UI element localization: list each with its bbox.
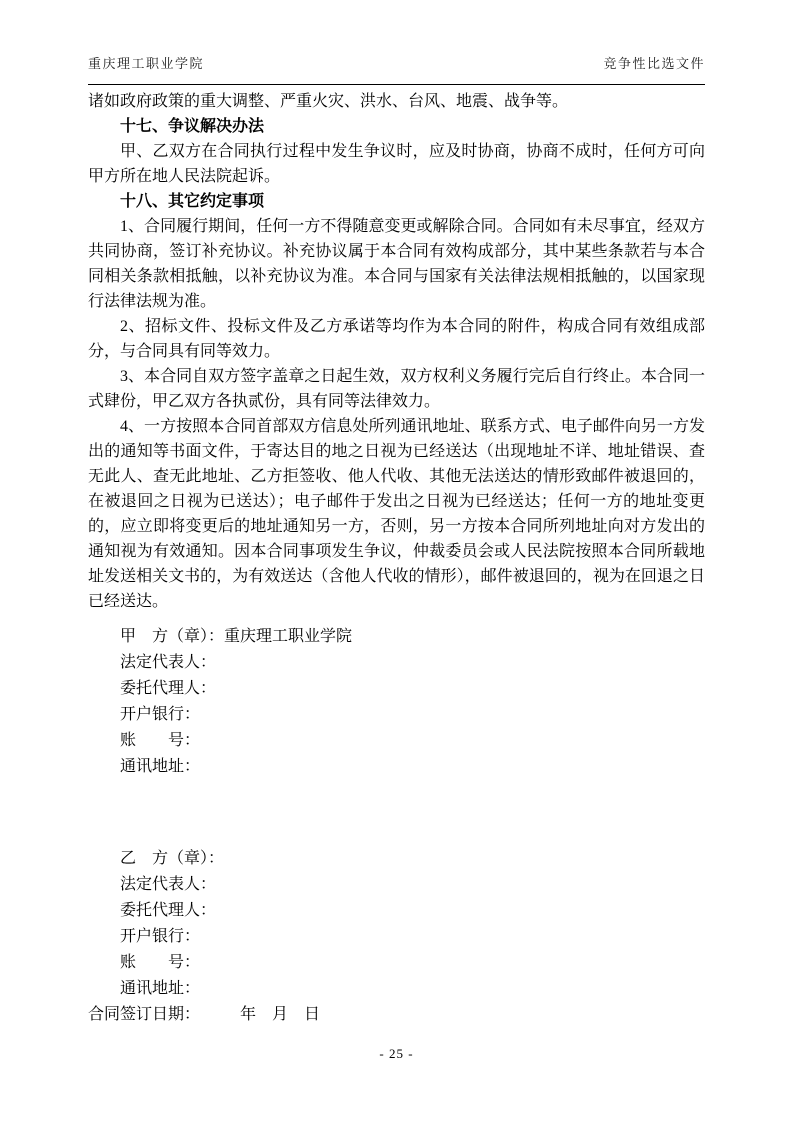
section-18-heading: 十八、其它约定事项 bbox=[120, 193, 265, 210]
party-a-legal-representative-line: 法定代表人： bbox=[120, 654, 217, 671]
contract-date-line: 合同签订日期： 年 月 日 bbox=[88, 1006, 321, 1023]
party-b-bank-line: 开户银行： bbox=[120, 928, 201, 945]
party-a-bank-line: 开户银行： bbox=[120, 706, 201, 723]
party-a-address-line: 通讯地址： bbox=[120, 758, 201, 775]
header-right-text: 竞争性比选文件 bbox=[603, 56, 705, 71]
party-b-block bbox=[120, 846, 705, 1002]
page-footer bbox=[0, 1046, 793, 1062]
party-a-block bbox=[120, 624, 705, 780]
party-a-authorized-agent-line: 委托代理人： bbox=[120, 680, 217, 697]
clause-1-paragraph: 1、合同履行期间，任何一方不得随意变更或解除合同。合同如有未尽事宜，经双方共同协商，签订补充协议。补充协议属于本合同有效构成部分，其中某些条款若与本合同相关条款相抵触，以补充协议为准。本合同与国家有关法律法规相抵触的，以国家现行法律法规为准。 bbox=[88, 218, 705, 310]
document-body bbox=[88, 89, 705, 1028]
page-number: - 25 - bbox=[379, 1046, 414, 1061]
party-b-address-line: 通讯地址： bbox=[120, 980, 201, 997]
clause-2-paragraph: 2、招标文件、投标文件及乙方承诺等均作为本合同的附件，构成合同有效组成部分，与合同具有同等效力。 bbox=[88, 318, 705, 360]
party-b-legal-representative-line: 法定代表人： bbox=[120, 876, 217, 893]
clause-4-paragraph: 4、一方按照本合同首部双方信息处所列通讯地址、联系方式、电子邮件向另一方发出的通知等书面文件，于寄达目的地之日视为已经送达（出现地址不详、地址错误、查无此人、查无此地址、乙方拒签收、他人代收、其他无法送达的情形致邮件被退回的，在被退回之日视为已送达）；电子邮件于发出之日视为已经送达；任何一方的地址变更的，应立即将变更后的地址通知另一方，否则，另一方按本合同所列地址向对方发出的通知视为有效通知。因本合同事项发生争议，仲裁委员会或人民法院按照本合同所载地址发送相关文书的，为有效送达（含他人代收的情形），邮件被退回的，视为在回退之日已经送达。 bbox=[88, 418, 705, 610]
party-b-seal-line: 乙 方（章）： bbox=[120, 850, 225, 867]
party-b-authorized-agent-line: 委托代理人： bbox=[120, 902, 217, 919]
section-17-heading: 十七、争议解决办法 bbox=[120, 118, 265, 135]
page-header bbox=[88, 0, 705, 85]
party-a-seal-line: 甲 方（章）：重庆理工职业学院 bbox=[120, 628, 353, 645]
header-left-text: 重庆理工职业学院 bbox=[88, 56, 205, 71]
clause-3-paragraph: 3、本合同自双方签字盖章之日起生效，双方权利义务履行完后自行终止。本合同一式肆份，甲乙双方各执贰份，具有同等法律效力。 bbox=[88, 368, 705, 410]
section-17-paragraph: 甲、乙双方在合同执行过程中发生争议时，应及时协商，协商不成时，任何方可向甲方所在地人民法院起诉。 bbox=[88, 143, 705, 185]
party-a-account-line: 账 号： bbox=[120, 732, 201, 749]
continuation-paragraph: 诸如政府政策的重大调整、严重火灾、洪水、台风、地震、战争等。 bbox=[88, 93, 569, 110]
party-b-account-line: 账 号： bbox=[120, 954, 201, 971]
